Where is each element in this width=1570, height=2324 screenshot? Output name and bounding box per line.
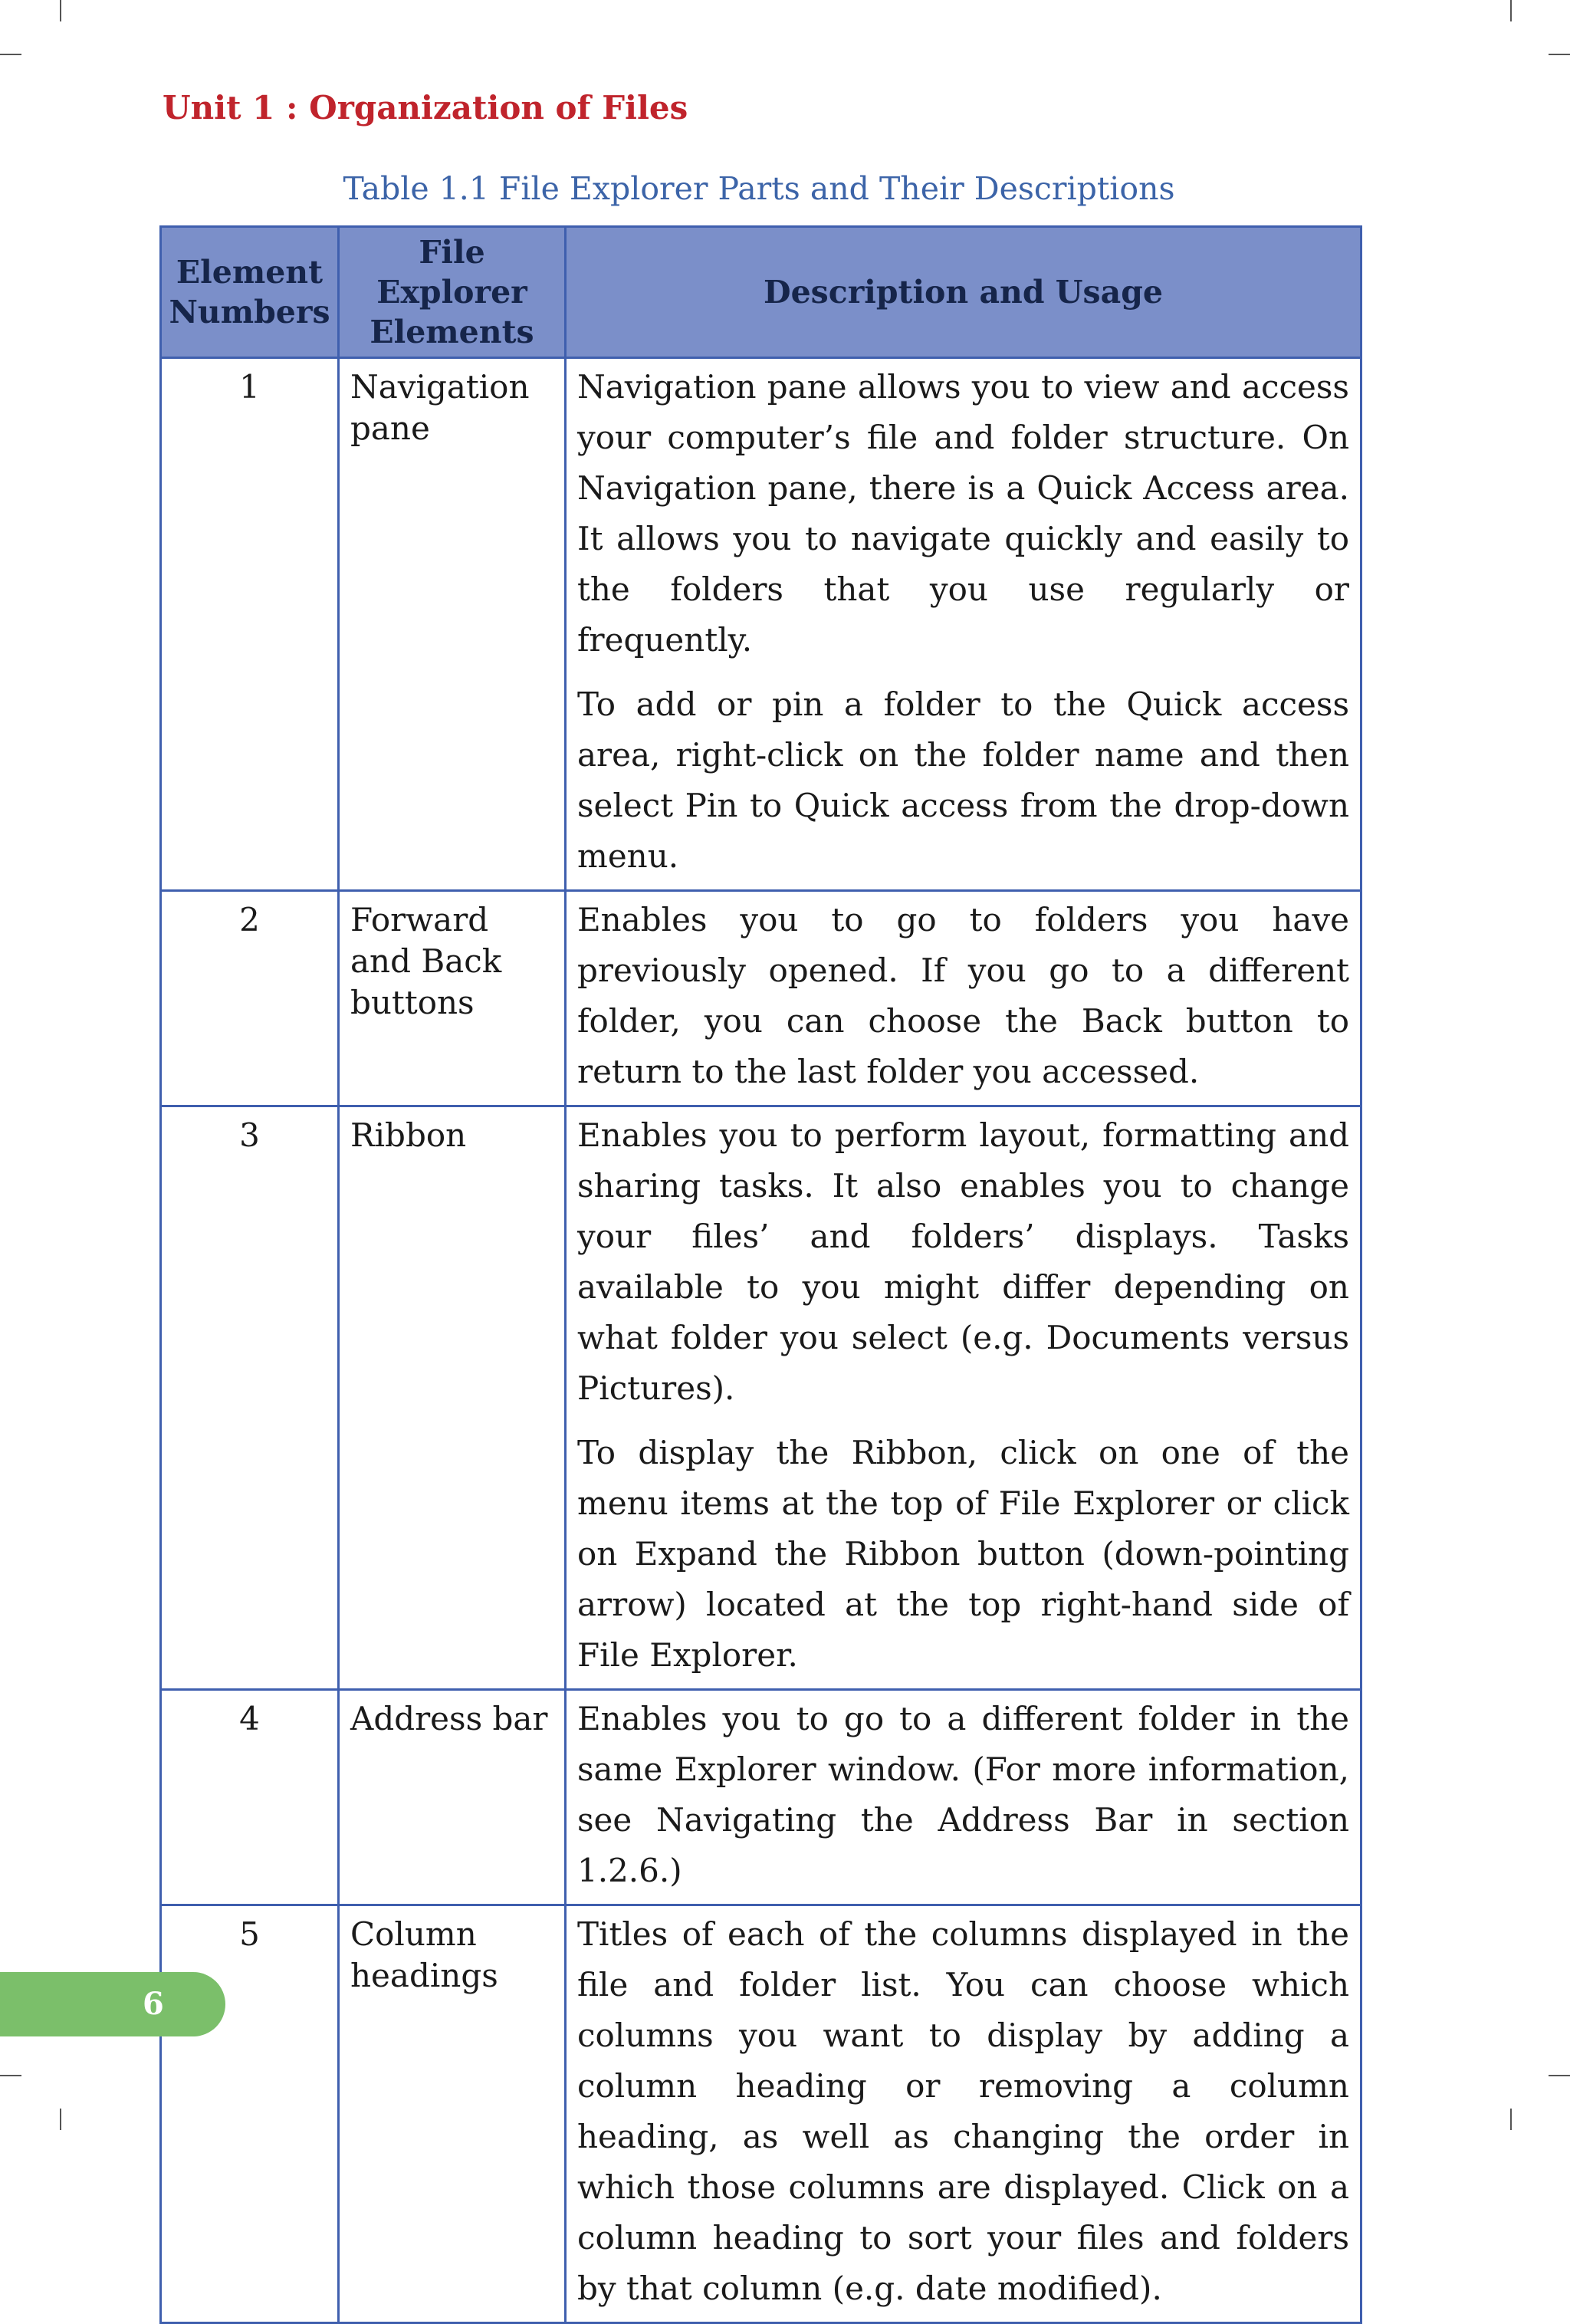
- element-name: Column headings: [339, 1905, 566, 2323]
- header-file-explorer-elements: [339, 227, 566, 358]
- crop-mark: [60, 0, 61, 21]
- table-caption: Table 1.1 File Explorer Parts and Their Descriptions: [343, 170, 1175, 207]
- header-text: File Explorer: [376, 234, 527, 311]
- header-element-numbers: [161, 227, 339, 358]
- table-header-row: [161, 227, 1361, 358]
- header-text: Numbers: [169, 294, 330, 330]
- element-name: Forward and Back buttons: [339, 891, 566, 1106]
- header-text: Elements: [370, 314, 534, 350]
- description-paragraph: To display the Ribbon, click on one of the menu items at the top of File Explorer or click on Expand the Ribbon button (down-pointing arrow) located at the top right-hand side of File Explorer.: [577, 1434, 1349, 1674]
- unit-title: Unit 1 : Organization of Files: [163, 89, 688, 127]
- element-number: 2: [161, 891, 339, 1106]
- header-text: Element: [176, 254, 324, 291]
- table-row: [161, 1106, 1361, 1690]
- table-row: [161, 358, 1361, 891]
- crop-mark: [1549, 54, 1570, 55]
- table-row: [161, 1905, 1361, 2323]
- element-number: 1: [161, 358, 339, 891]
- crop-mark: [0, 2075, 21, 2076]
- crop-mark: [60, 2109, 61, 2130]
- crop-mark: [1510, 2109, 1512, 2130]
- page-number: 6: [143, 1986, 164, 2022]
- table-row: [161, 891, 1361, 1106]
- element-name: Ribbon: [339, 1106, 566, 1690]
- description-paragraph: Titles of each of the columns displayed in the file and folder list. You can choose which columns you want to display by adding a column heading or removing a column heading, as well as changing the order in which those columns are displayed. Click on a column heading to sort your files and folders by that column (e.g. date modified).: [577, 1915, 1349, 2307]
- description-paragraph: To add or pin a folder to the Quick access area, right-click on the folder name and then select Pin to Quick access from the drop-down menu.: [577, 685, 1349, 875]
- description-paragraph: Navigation pane allows you to view and access your computer’s file and folder structure. On Navigation pane, there is a Quick Access area. It allows you to navigate quickly and easily to the folders that you use regularly or frequently.: [577, 368, 1349, 659]
- element-name: Navigation pane: [339, 358, 566, 891]
- element-number: 3: [161, 1106, 339, 1690]
- description-paragraph: Enables you to go to a different folder in the same Explorer window. (For more information, see Navigating the Address Bar in section 1.2.6.): [577, 1700, 1349, 1889]
- element-description: [566, 1106, 1361, 1690]
- file-explorer-parts-table: [159, 225, 1362, 2324]
- element-name: Address bar: [339, 1690, 566, 1905]
- element-description: [566, 1690, 1361, 1905]
- page-number-tab: [0, 1972, 225, 2036]
- header-description-usage: Description and Usage: [566, 227, 1361, 358]
- crop-mark: [1510, 0, 1512, 21]
- crop-mark: [0, 54, 21, 55]
- element-description: [566, 358, 1361, 891]
- element-number: 4: [161, 1690, 339, 1905]
- element-description: [566, 891, 1361, 1106]
- description-paragraph: Enables you to go to folders you have previously opened. If you go to a different folder, you can choose the Back button to return to the last folder you accessed.: [577, 901, 1349, 1090]
- crop-mark: [1549, 2075, 1570, 2076]
- element-number: 5: [161, 1905, 339, 2323]
- table-row: [161, 1690, 1361, 1905]
- element-description: [566, 1905, 1361, 2323]
- description-paragraph: Enables you to perform layout, formatting and sharing tasks. It also enables you to change your files’ and folders’ displays. Tasks available to you might differ depending on what folder you select (e.g. Documents versus Pictures).: [577, 1116, 1349, 1407]
